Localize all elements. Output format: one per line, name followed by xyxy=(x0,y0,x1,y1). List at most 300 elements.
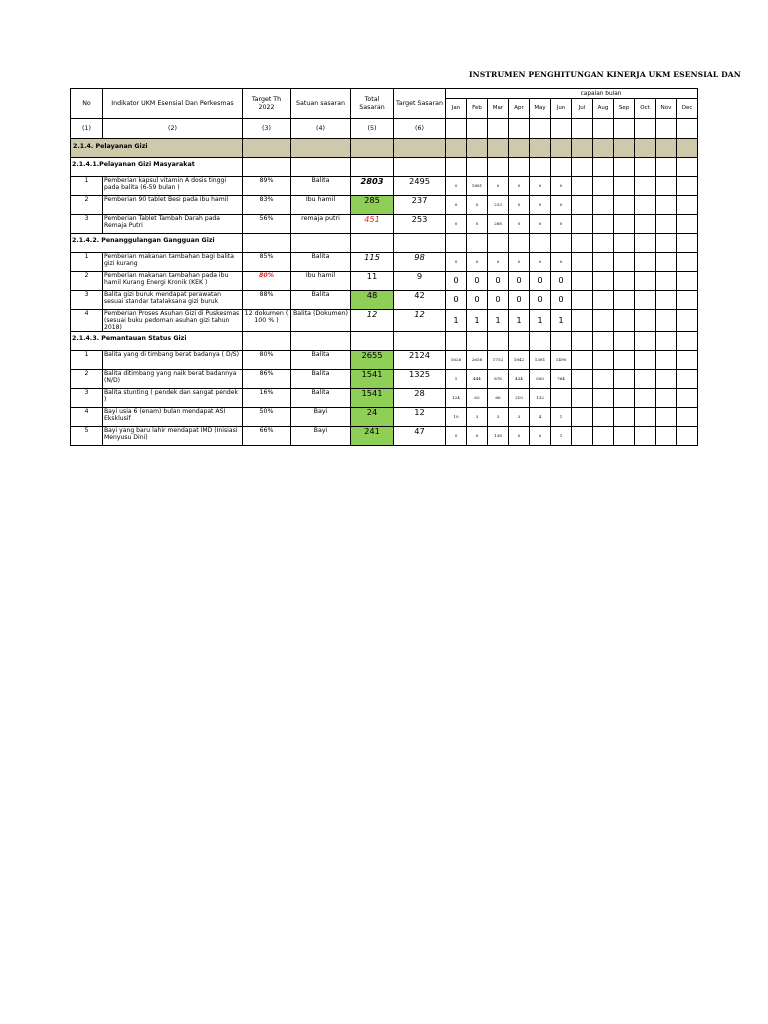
table-row xyxy=(71,310,698,332)
empty-cell xyxy=(656,408,677,427)
row-total-sasaran: 115 xyxy=(351,253,394,272)
row-target: 66% xyxy=(243,427,291,446)
row-target-sasaran: 12 xyxy=(394,408,446,427)
row-no: 1 xyxy=(71,253,103,272)
month-header-sep: Sep xyxy=(614,99,635,119)
row-month-value: 132 xyxy=(530,389,551,408)
empty-cell xyxy=(656,427,677,446)
empty-cell xyxy=(593,310,614,332)
empty-cell xyxy=(351,158,394,177)
empty-cell xyxy=(509,234,530,253)
empty-cell xyxy=(656,253,677,272)
table-row xyxy=(71,389,698,408)
column-number: (6) xyxy=(394,119,446,139)
row-month-value: 2658 xyxy=(467,351,488,370)
empty-cell xyxy=(593,351,614,370)
empty-cell xyxy=(572,310,593,332)
empty-cell xyxy=(656,158,677,177)
row-month-value: 0 xyxy=(446,196,467,215)
row-target: 88% xyxy=(243,291,291,310)
header-capaian-bulan: capaian bulan xyxy=(446,89,698,99)
empty-cell xyxy=(677,215,698,234)
empty-cell xyxy=(635,272,656,291)
table-row xyxy=(71,177,698,196)
empty-cell xyxy=(635,291,656,310)
row-month-value: 1 xyxy=(446,310,467,332)
row-total-sasaran: 48 xyxy=(351,291,394,310)
empty-cell xyxy=(635,177,656,196)
empty-cell xyxy=(635,389,656,408)
row-total-sasaran: 285 xyxy=(351,196,394,215)
row-month-value: 1626 xyxy=(446,351,467,370)
empty-cell xyxy=(656,310,677,332)
empty-cell xyxy=(488,158,509,177)
table-row xyxy=(71,427,698,446)
empty-cell xyxy=(572,177,593,196)
row-target: 80% xyxy=(243,351,291,370)
empty-cell xyxy=(656,234,677,253)
header-satuan: Satuan sasaran xyxy=(291,89,351,119)
row-indikator: Balita ditimbang yang naik berat badannya (N/D) xyxy=(103,370,243,389)
month-header-jun: Jun xyxy=(551,99,572,119)
row-month-value: 876 xyxy=(488,370,509,389)
empty-cell xyxy=(394,332,446,351)
month-header-oct: Oct xyxy=(635,99,656,119)
empty-cell xyxy=(635,196,656,215)
empty-cell xyxy=(656,351,677,370)
empty-cell xyxy=(446,119,467,139)
empty-cell xyxy=(467,332,488,351)
row-target-sasaran: 2124 xyxy=(394,351,446,370)
empty-cell xyxy=(614,272,635,291)
row-target-sasaran: 12 xyxy=(394,310,446,332)
row-satuan: Balita (Dokumen) xyxy=(291,310,351,332)
month-header-may: May xyxy=(530,99,551,119)
row-no: 1 xyxy=(71,177,103,196)
row-no: 1 xyxy=(71,351,103,370)
empty-cell xyxy=(530,119,551,139)
row-month-value: 0 xyxy=(551,177,572,196)
row-month-value: 1 xyxy=(530,310,551,332)
row-satuan: Ibu hamil xyxy=(291,196,351,215)
empty-cell xyxy=(677,408,698,427)
empty-cell xyxy=(614,119,635,139)
empty-cell xyxy=(614,370,635,389)
empty-cell xyxy=(291,234,351,253)
empty-cell xyxy=(593,427,614,446)
empty-cell xyxy=(656,119,677,139)
empty-cell xyxy=(677,253,698,272)
empty-cell xyxy=(614,196,635,215)
empty-cell xyxy=(572,291,593,310)
month-header-feb: Feb xyxy=(467,99,488,119)
row-target: 85% xyxy=(243,253,291,272)
row-month-value: 0 xyxy=(551,196,572,215)
row-no: 2 xyxy=(71,272,103,291)
row-month-value: 1881 xyxy=(467,177,488,196)
empty-cell xyxy=(446,158,467,177)
row-target: 89% xyxy=(243,177,291,196)
empty-cell xyxy=(530,332,551,351)
row-total-sasaran: 2803 xyxy=(351,177,394,196)
empty-cell xyxy=(572,332,593,351)
table-row xyxy=(71,215,698,234)
empty-cell xyxy=(551,332,572,351)
empty-cell xyxy=(614,408,635,427)
table-row xyxy=(71,408,698,427)
empty-cell xyxy=(572,351,593,370)
row-month-value: 0 xyxy=(509,272,530,291)
row-month-value: 3 xyxy=(467,408,488,427)
empty-cell xyxy=(243,158,291,177)
empty-cell xyxy=(593,332,614,351)
empty-cell xyxy=(394,158,446,177)
empty-cell xyxy=(509,332,530,351)
row-total-sasaran: 1541 xyxy=(351,389,394,408)
row-no: 4 xyxy=(71,408,103,427)
empty-cell xyxy=(467,234,488,253)
row-target: 80% xyxy=(243,272,291,291)
row-satuan: Balita xyxy=(291,370,351,389)
empty-cell xyxy=(509,158,530,177)
row-satuan: Ibu hamil xyxy=(291,272,351,291)
row-month-value: 444 xyxy=(467,370,488,389)
empty-cell xyxy=(572,119,593,139)
empty-cell xyxy=(551,119,572,139)
row-indikator: Balita yang di timbang berat badanya ( D/S) xyxy=(103,351,243,370)
row-month-value: 0 xyxy=(446,272,467,291)
row-month-value: 1 xyxy=(488,310,509,332)
row-month-value: 500 xyxy=(530,370,551,389)
empty-cell xyxy=(572,215,593,234)
empty-cell xyxy=(656,272,677,291)
empty-cell xyxy=(677,389,698,408)
row-indikator: Pemberian Tablet Tambah Darah pada Remaja Putri xyxy=(103,215,243,234)
row-target-sasaran: 42 xyxy=(394,291,446,310)
empty-cell xyxy=(243,332,291,351)
empty-cell xyxy=(572,196,593,215)
row-target: 86% xyxy=(243,370,291,389)
row-indikator: Bayi yang baru lahir mendapat IMD (Inisiasi Menyusu Dini) xyxy=(103,427,243,446)
row-indikator: Pemberian 90 tablet Besi pada ibu hamil xyxy=(103,196,243,215)
empty-cell xyxy=(614,351,635,370)
empty-cell xyxy=(677,310,698,332)
empty-cell xyxy=(488,332,509,351)
row-indikator: Pemberian makanan tambahan pada ibu hamil Kurang Energi Kronik (KEK ) xyxy=(103,272,243,291)
empty-cell xyxy=(677,158,698,177)
table-row xyxy=(71,291,698,310)
row-month-value: 0 xyxy=(530,177,551,196)
empty-cell xyxy=(614,427,635,446)
row-target: 56% xyxy=(243,215,291,234)
empty-cell xyxy=(635,351,656,370)
empty-cell xyxy=(614,215,635,234)
header-total-sasaran: Total Sasaran xyxy=(351,89,394,119)
empty-cell xyxy=(635,332,656,351)
empty-cell xyxy=(656,177,677,196)
empty-cell xyxy=(551,234,572,253)
empty-cell xyxy=(572,253,593,272)
empty-cell xyxy=(677,332,698,351)
row-month-value: 0 xyxy=(509,177,530,196)
row-month-value: 0 xyxy=(530,427,551,446)
row-target-sasaran: 237 xyxy=(394,196,446,215)
empty-cell xyxy=(614,291,635,310)
row-target-sasaran: 9 xyxy=(394,272,446,291)
row-month-value: 0 xyxy=(551,272,572,291)
empty-cell xyxy=(656,215,677,234)
empty-cell xyxy=(572,158,593,177)
empty-cell xyxy=(593,408,614,427)
row-month-value: 1 xyxy=(509,310,530,332)
row-indikator: Balita gizi buruk mendapat perawatan sesuai standar tatalaksana gizi buruk xyxy=(103,291,243,310)
empty-cell xyxy=(635,427,656,446)
row-month-value: 0 xyxy=(488,177,509,196)
row-satuan: Balita xyxy=(291,291,351,310)
row-month-value: 0 xyxy=(509,215,530,234)
empty-cell xyxy=(635,310,656,332)
month-header-dec: Dec xyxy=(677,99,698,119)
row-month-value: 764 xyxy=(551,370,572,389)
empty-cell xyxy=(614,253,635,272)
empty-cell xyxy=(467,158,488,177)
empty-cell xyxy=(614,158,635,177)
row-month-value: 0 xyxy=(446,253,467,272)
section-label: 2.1.4. Pelayanan Gizi xyxy=(71,139,243,158)
page-title: INSTRUMEN PENGHITUNGAN KINERJA UKM ESENSIAL DAN xyxy=(469,70,741,79)
row-month-value: 1 xyxy=(446,370,467,389)
row-month-value: 1 xyxy=(551,427,572,446)
empty-cell xyxy=(656,196,677,215)
column-number: (3) xyxy=(243,119,291,139)
row-satuan: Bayi xyxy=(291,408,351,427)
empty-cell xyxy=(467,119,488,139)
row-month-value: 0 xyxy=(509,253,530,272)
month-header-jan: Jan xyxy=(446,99,467,119)
empty-cell xyxy=(614,389,635,408)
table-row xyxy=(71,351,698,370)
empty-cell xyxy=(593,253,614,272)
row-month-value: 0 xyxy=(509,427,530,446)
row-month-value: 0 xyxy=(488,253,509,272)
row-no: 3 xyxy=(71,389,103,408)
row-indikator: Pemberian makanan tambahan bagi balita gizi kurang xyxy=(103,253,243,272)
row-month-value: 1 xyxy=(467,310,488,332)
empty-cell xyxy=(635,234,656,253)
empty-cell xyxy=(572,427,593,446)
row-indikator: Pemberian kapsul vitamin A dosis tinggi pada balita (6-59 bulan ) xyxy=(103,177,243,196)
empty-cell xyxy=(677,196,698,215)
empty-cell xyxy=(593,177,614,196)
row-target-sasaran: 47 xyxy=(394,427,446,446)
empty-cell xyxy=(677,370,698,389)
row-month-value: 0 xyxy=(509,291,530,310)
empty-cell xyxy=(446,332,467,351)
table-row xyxy=(71,196,698,215)
empty-cell xyxy=(572,408,593,427)
row-satuan: Balita xyxy=(291,389,351,408)
row-total-sasaran: 1541 xyxy=(351,370,394,389)
row-month-value: 0 xyxy=(488,291,509,310)
empty-cell xyxy=(677,177,698,196)
row-target: 50% xyxy=(243,408,291,427)
row-total-sasaran: 241 xyxy=(351,427,394,446)
row-month-value: 1381 xyxy=(530,351,551,370)
row-month-value: 0 xyxy=(446,215,467,234)
row-target-sasaran: 253 xyxy=(394,215,446,234)
row-month-value: 0 xyxy=(530,196,551,215)
header-target-th: Target Th 2022 xyxy=(243,89,291,119)
empty-cell xyxy=(656,370,677,389)
empty-cell xyxy=(243,234,291,253)
row-month-value: 0 xyxy=(446,427,467,446)
row-month-value: 0 xyxy=(446,291,467,310)
row-satuan: remaja putri xyxy=(291,215,351,234)
empty-cell xyxy=(530,234,551,253)
empty-cell xyxy=(572,272,593,291)
empty-cell xyxy=(614,332,635,351)
column-number: (4) xyxy=(291,119,351,139)
row-month-value: 0 xyxy=(530,272,551,291)
row-total-sasaran: 2655 xyxy=(351,351,394,370)
row-satuan: Balita xyxy=(291,253,351,272)
row-target-sasaran: 98 xyxy=(394,253,446,272)
table-row xyxy=(71,272,698,291)
row-no: 3 xyxy=(71,215,103,234)
empty-cell xyxy=(572,234,593,253)
group-label: 2.1.4.3. Pemantauan Status Gizi xyxy=(71,332,243,351)
row-month-value: 1 xyxy=(551,310,572,332)
empty-cell xyxy=(572,370,593,389)
empty-cell xyxy=(635,253,656,272)
empty-cell xyxy=(351,332,394,351)
row-no: 4 xyxy=(71,310,103,332)
row-satuan: Bayi xyxy=(291,427,351,446)
empty-cell xyxy=(394,234,446,253)
empty-cell xyxy=(593,370,614,389)
empty-cell xyxy=(446,234,467,253)
empty-cell xyxy=(635,370,656,389)
row-month-value: 124 xyxy=(446,389,467,408)
empty-cell xyxy=(677,272,698,291)
month-header-mar: Mar xyxy=(488,99,509,119)
empty-cell xyxy=(677,427,698,446)
row-target-sasaran: 28 xyxy=(394,389,446,408)
row-month-value: 10 xyxy=(446,408,467,427)
column-number: (2) xyxy=(103,119,243,139)
row-month-value: 3 xyxy=(509,408,530,427)
empty-cell xyxy=(351,234,394,253)
row-target-sasaran: 2495 xyxy=(394,177,446,196)
row-month-value: 66 xyxy=(488,389,509,408)
row-month-value: 0 xyxy=(446,177,467,196)
row-month-value: 3 xyxy=(488,408,509,427)
table-row xyxy=(71,370,698,389)
row-month-value: 138 xyxy=(488,427,509,446)
row-no: 2 xyxy=(71,196,103,215)
empty-cell xyxy=(614,234,635,253)
row-month-value: 434 xyxy=(509,370,530,389)
row-month-value xyxy=(551,389,572,408)
row-indikator: Pemberian Proses Asuhan Gizi di Puskesmas (sesuai buku pedoman asuhan gizi tahun 2018) xyxy=(103,310,243,332)
empty-cell xyxy=(635,408,656,427)
kinerja-table xyxy=(70,88,698,446)
empty-cell xyxy=(635,215,656,234)
month-header-jul: Jul xyxy=(572,99,593,119)
row-month-value: 0 xyxy=(530,291,551,310)
empty-cell xyxy=(551,158,572,177)
row-no: 2 xyxy=(71,370,103,389)
row-month-value: 210 xyxy=(509,389,530,408)
empty-cell xyxy=(593,119,614,139)
empty-cell xyxy=(593,291,614,310)
empty-cell xyxy=(593,158,614,177)
empty-cell xyxy=(656,389,677,408)
row-month-value: 0 xyxy=(467,427,488,446)
row-month-value: 0 xyxy=(551,253,572,272)
row-target: 12 dokumen ( 100 % ) xyxy=(243,310,291,332)
empty-cell xyxy=(677,119,698,139)
row-satuan: Balita xyxy=(291,177,351,196)
empty-cell xyxy=(614,177,635,196)
empty-cell xyxy=(593,196,614,215)
empty-cell xyxy=(593,389,614,408)
empty-cell xyxy=(614,310,635,332)
row-month-value: 0 xyxy=(551,291,572,310)
row-month-value: 4 xyxy=(530,408,551,427)
row-total-sasaran: 24 xyxy=(351,408,394,427)
row-month-value: 0 xyxy=(509,196,530,215)
empty-cell xyxy=(656,291,677,310)
row-no: 5 xyxy=(71,427,103,446)
row-month-value: 0 xyxy=(467,215,488,234)
column-number: (5) xyxy=(351,119,394,139)
empty-cell xyxy=(677,234,698,253)
row-month-value: 1752 xyxy=(488,351,509,370)
table-row xyxy=(71,253,698,272)
header-no: No xyxy=(71,89,103,119)
row-total-sasaran: 11 xyxy=(351,272,394,291)
row-target: 83% xyxy=(243,196,291,215)
empty-cell xyxy=(635,119,656,139)
row-month-value: 0 xyxy=(551,215,572,234)
row-month-value: 0 xyxy=(467,272,488,291)
row-month-value: 0 xyxy=(467,196,488,215)
group-label: 2.1.4.1.Pelayanan Gizi Masyarakat xyxy=(71,158,243,177)
empty-cell xyxy=(677,351,698,370)
empty-cell xyxy=(635,158,656,177)
empty-cell xyxy=(656,332,677,351)
month-header-apr: Apr xyxy=(509,99,530,119)
empty-cell xyxy=(509,119,530,139)
row-month-value: 1 xyxy=(551,408,572,427)
row-satuan: Balita xyxy=(291,351,351,370)
row-month-value: 0 xyxy=(467,253,488,272)
empty-cell xyxy=(572,389,593,408)
row-total-sasaran: 12 xyxy=(351,310,394,332)
row-month-value: 0 xyxy=(530,253,551,272)
row-month-value: 233 xyxy=(488,196,509,215)
month-header-nov: Nov xyxy=(656,99,677,119)
row-indikator: Bayi usia 6 (enam) bulan mendapat ASI Eksklusif xyxy=(103,408,243,427)
empty-cell xyxy=(593,272,614,291)
header-target-sasaran: Target Sasaran xyxy=(394,89,446,119)
row-target: 16% xyxy=(243,389,291,408)
header-indikator: Indikator UKM Esensial Dan Perkesmas xyxy=(103,89,243,119)
empty-cell xyxy=(593,234,614,253)
row-month-value: 0 xyxy=(530,215,551,234)
row-total-sasaran: 451 xyxy=(351,215,394,234)
